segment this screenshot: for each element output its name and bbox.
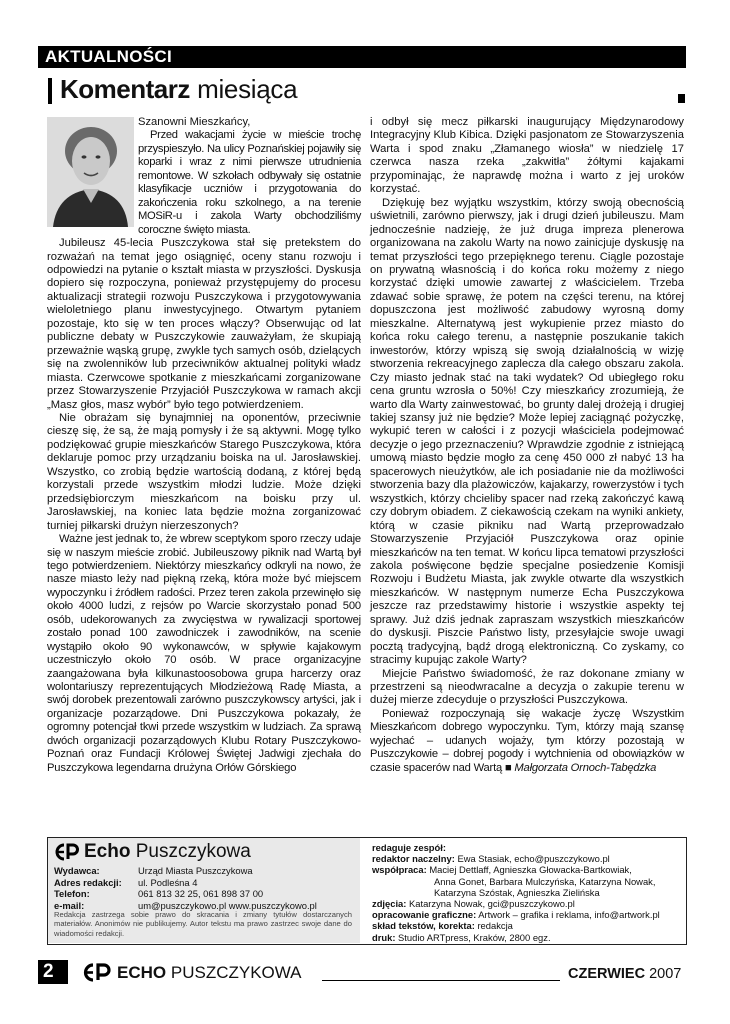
article-column-right [370,116,684,775]
paragraph: Ważne jest jednak to, że wbrew sceptykom sporo rzeczy udaje się w naszym mieście zrobić. Jubileuszowy piknik nad Wartą był tego potwierdzeniem. Niektórzy mieszkańcy odkryli na nowo, że nasze miasto leży nad piękną rzeką, która może być miejscem wypoczynku i źródłem radości. Przez teren zakola przewinęło się około 4000 ludzi, z rejsów po Warcie skorzystało ponad 500 osób, udekorowanych za zwycięstwa w rywalizacji sportowej zostało ponad 100 zawodniczek i zawodników, na scenie wystąpiło około 90 wykonawców, w spływie kajakowym uczestniczyło około 70 osób. W prace organizacyjne zaangażowana była kilkunastoosobowa grupa harcerzy oraz wolontariuszy reprezentujących Młodzieżową Radę Miasta, a swój dorobek prezentowali zarówno puszczykowscy artyści, jak i organizacje pozarządowe. Dni Puszczykowa pokazały, że ogromny potencjał tkwi przede wszystkim w ludziach. Za sprawą dwóch organizacji pozarządowych Klubu Rotary Puszczykowo-Poznań oraz Fundacji Królowej Świętej Jadwigi zjechała do Puszczykowa legendarna drużyna Orłów Górskiego [47,533,361,774]
echo-logo-icon [80,963,112,982]
footer-publication-title [117,962,302,984]
echo-logo-icon [52,843,80,861]
issue-month: CZERWIEC [568,966,646,982]
meta-value: 061 813 32 25, 061 898 37 00 [138,888,264,899]
staff-row: redaktor naczelny: Ewa Stasiak, echo@puszczykowo.pl [372,853,610,865]
logo-light: Puszczykowa [135,841,251,862]
paragraph: Przed wakacjami życie w mieście trochę przyspieszyło. Na ulicy Poznańskiej pojawiły się koparki i wraz z nimi pierwsze utrudnienia remontowe. W szkołach odbywały się ostatnie klasyfikacje uczniów i przygotowania do zakończenia roku szkolnego, a na terenie MOSiR-u i zakola Warty obchodziliśmy coroczne święto miasta. [138,129,361,236]
meta-key: Wydawca: [54,865,100,876]
section-title: AKTUALNOŚCI [45,47,173,66]
masthead-logo-text [84,840,251,864]
footer-rule [322,980,560,981]
headline-bold: Komentarz [60,74,190,104]
intro-block [138,116,361,237]
editorial-disclaimer: Redakcja zastrzega sobie prawo do skracania i zmiany tytułów dostarczanych materiałów. Anonimów nie publikujemy. Autor tekstu ma prawo zastrzec swoje dane do wiadomości redakcji. [54,910,352,938]
meta-key: Adres redakcji: [54,876,122,888]
meta-key: Telefon: [54,888,90,899]
page-title [60,74,297,104]
meta-value: um@puszczykowo.pl www.puszczykowo.pl [138,899,317,911]
logo-bold: Echo [84,841,131,862]
article-column-left [47,116,361,775]
staff-heading: redaguje zespół: [372,842,446,853]
paragraph: Dziękuję bez wyjątku wszystkim, którzy swoją obecnością uświetnili, zarówno pierwszy, jak i drugi dzień jubileuszu. Mam jednocześnie nadzieję, że już druga impreza plenerowa organizowana na zakolu Warty na nowo zainicjuje dyskusję na temat przyszłości tego przepięknego terenu. Ciągle pozostaje on prywatną własnością i do końca roku możemy z niego korzystać dzięki umowie zawartej z właścicielem. Trzeba zdawać sobie sprawę, że potem na części terenu, na której dopuszczona jest możliwość zabudowy wyrosną domy mieszkalne. Alternatywą jest wykupienie przez miasto do końca roku całego terenu, a następnie poszukanie takich inwestorów, którzy wpiszą się swoją działalnością w wizję stworzenia rekreacyjnego zaplecza dla całego obszaru zakola. Czy miasto jednak stać na taki wydatek? Od ubiegłego roku cena gruntu wzrosła o 50%! Czy mieszkańcy zrozumieją, że warto dla Warty zainwestować, bo grunty dalej drożeją i drugiej takiej szansy już nie będzie? Może lepiej zaciągnąć pożyczkę, wykupić teren w całości i z pozycji właściciela podejmować decyzje o jego przeznaczeniu? Wprawdzie zgodnie z istniejącą umową miasto będzie mogło za cenę 450 000 zł nabyć 13 ha spacerowych nieużytków, ale ich posiadanie nie da możliwości stworzenia bazy dla plażowiczów, kajakarzy, rowerzystów i tych wszystkich, którzy chcieliby spacer nad rzeką zakończyć kawą czy dobrym obiadem. Z ciekawością czekam na wyniki ankiety, którą w czasie pikniku nad Wartą przeprowadzało Stowarzyszenie Przyjaciół Puszczykowa oraz opinie mieszkańców na ten temat. W końcu lipca tematowi przyszłości zakola poświęcone będzie specjalne posiedzenie Komisji Rozwoju i Budżetu Miasta, jak zwykle otwarte dla wszystkich mieszkańców. W następnym numerze Echa Puszczykowa jeszcze raz przedstawimy historie i wszystkie aspekty tej sprawy. Już dziś jednak zapraszam wszystkich mieszkańców do dyskusji. Piszcie Państwo listy, przesyłajcie swoje uwagi pocztą tradycyjną, bądź drogą elektroniczną. Co zyskamy, co stracimy kupując zakole Warty? [370,196,684,667]
footer-title-light: PUSZCZYKOWA [170,963,302,982]
editorial-staff [372,842,684,943]
closing-text: Ponieważ rozpoczynają się wakacje życzę Wszystkim Mieszkańcom dobrego wypoczynku. Tym, którzy mają szansę wyjechać – udanych wojaży, tym którzy pozostają w Puszczykowie – dobrej pogody i wytchnienia od obowiązków w czasie spacerów nad Wartą [370,707,684,774]
headline-end-mark [678,94,685,103]
staff-row: druk: Studio ARTpress, Kraków, 2800 egz. [372,931,551,943]
staff-row: skład tekstów, korekta: redakcja [372,920,513,932]
staff-row: współpraca: Maciej Dettlaff, Agnieszka Głowacka-Bartkowiak, [372,864,632,876]
footer-title-bold: ECHO [117,963,167,982]
salutation: Szanowni Mieszkańcy, [138,116,251,128]
end-mark: ■ [504,761,512,774]
staff-row: Anna Gonet, Barbara Mulczyńska, Katarzyna Nowak, [434,875,656,887]
meta-key: e-mail: [54,899,85,911]
issue-year: 2007 [649,966,682,982]
headline-light: miesiąca [197,74,298,104]
paragraph: i odbył się mecz piłkarski inaugurujący Międzynarodowy Integracyjny Klub Kibica. Dzięki pasjonatom ze Stowarzyszenia Warta i spod znaku „Złamanego wiosła” w niedzielę 17 czerwca nasza rzeka „zakwitła” żółtymi kajakami przypominając, że naprawdę można i warto z jej uroków korzystać. [370,116,684,196]
paragraph: Nie obrażam się bynajmniej na oponentów, przeciwnie cieszę się, że są, że mają pomysły i że są aktywni. Mogę tylko podziękować grupie mieszkańców Starego Puszczykowa, która deklaruje pomoc przy urządzaniu boiska na ul. Jarosławskiej. Wszystko, co zrobią będzie wartością dodaną, z której będą korzystali przede wszystkim młodzi ludzie. Może dzięki przedsiębiorczym mieszkańcom na boisku przy ul. Jarosławskiej, na koniec lata będzie można zorganizować turniej piłkarski drużyn nierzeszonych? [47,411,361,532]
issue-date [568,963,681,985]
staff-row: zdjęcia: Katarzyna Nowak, gci@puszczykowo.pl [372,898,575,910]
headline-accent-bar [48,78,52,104]
page-number: 2 [43,961,54,982]
paragraph: Miejcie Państwo świadomość, że raz dokonane zmiany w przestrzeni są nieodwracalne a decyzja o zakupie terenu w dużej mierze zdecyduje o przyszłości Puszczykowa. [370,667,684,707]
staff-row: opracowanie graficzne: Artwork – grafika i reklama, info@artwork.pl [372,909,660,921]
meta-value: ul. Podleśna 4 [138,876,198,888]
paragraph-closing [370,708,684,775]
meta-value: Urząd Miasta Puszczykowa [138,865,253,876]
paragraph: Jubileusz 45-lecia Puszczykowa stał się pretekstem do rozważań na temat jego osiągnięć, oceny stanu rozwoju i odpowiedzi na pytanie o kształt miasta w przyszłości. Dyskusja dopiero się rozpoczyna, ponieważ przystępujemy do procesu aktualizacji strategii rozwoju Puszczykowa i przygotowywania wieloletniego planu inwestycyjnego. Otwartym pytaniem pozostaje, kto się w ten proces włączy? Obserwując od lat publiczne debaty w Puszczykowie zauważyłam, że skupiają przeważnie wąską grupę, zwykle tych samych osób, dzielących się na zwolenników lub przeciwników aktualnej polityki władz miasta. Czerwcowe spotkanie z mieszkańcami zorganizowane przez Stowarzyszenie Przyjaciół Puszczykowa w ramach akcji „Masz głos, masz wybór” było tego potwierdzeniem. [47,237,362,411]
author-signature: Małgorzata Ornoch-Tabędzka [514,761,657,774]
staff-row: Katarzyna Szóstak, Agnieszka Zielińska [434,886,600,898]
